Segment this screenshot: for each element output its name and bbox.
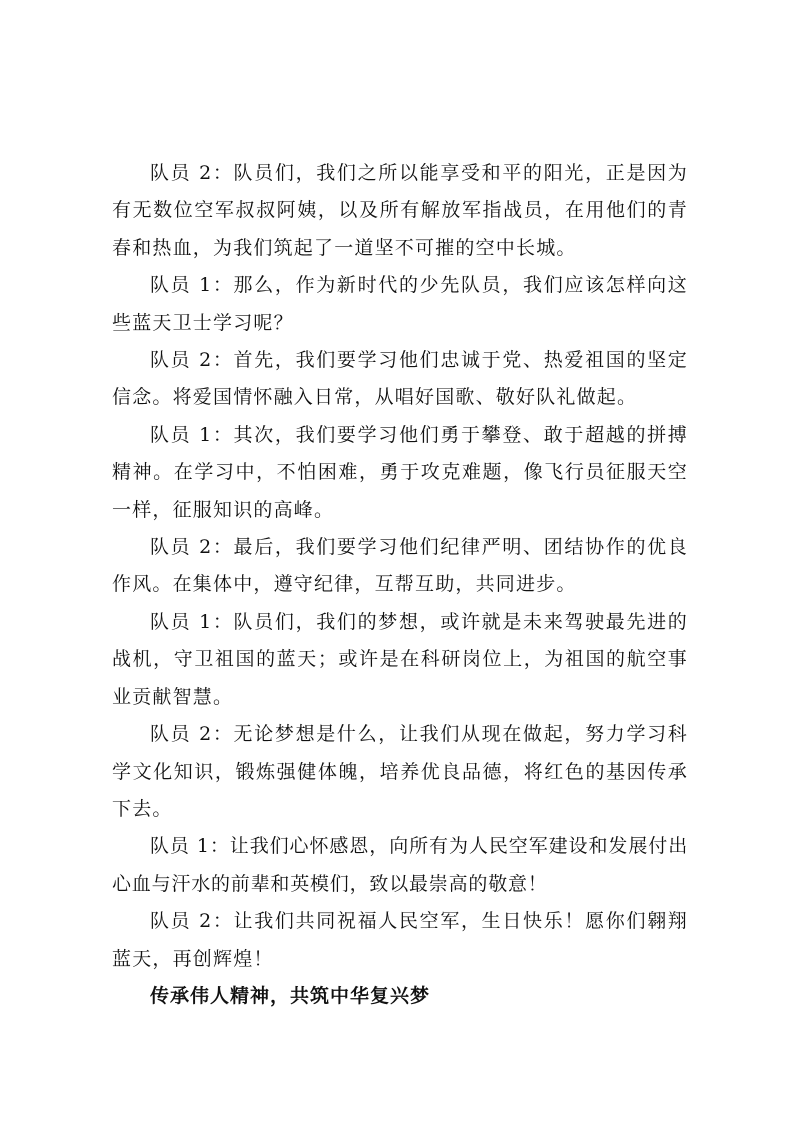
paragraph: 队员 2：最后，我们要学习他们纪律严明、团结协作的优良作风。在集体中，遵守纪律，互帮互助，共同进步。	[112, 536, 688, 596]
paragraph: 队员 2：让我们共同祝福人民空军，生日快乐！愿你们翱翔蓝天，再创辉煌！	[112, 910, 688, 970]
paragraph: 队员 1：让我们心怀感恩，向所有为人民空军建设和发展付出心血与汗水的前辈和英模们，致以最崇高的敬意！	[112, 835, 688, 895]
paragraph: 队员 2：无论梦想是什么，让我们从现在做起，努力学习科学文化知识，锻炼强健体魄，培养优良品德，将红色的基因传承下去。	[112, 723, 688, 820]
section-heading: 传承伟人精神，共筑中华复兴梦	[150, 984, 431, 1007]
paragraph: 队员 1：那么，作为新时代的少先队员，我们应该怎样向这些蓝天卫士学习呢？	[112, 274, 688, 334]
paragraph: 队员 1：队员们，我们的梦想，或许就是未来驾驶最先进的战机，守卫祖国的蓝天；或许是在科研岗位上，为祖国的航空事业贡献智慧。	[112, 610, 688, 708]
paragraph: 队员 1：其次，我们要学习他们勇于攀登、敢于超越的拼搏精神。在学习中，不怕困难，勇于攻克难题，像飞行员征服天空一样，征服知识的高峰。	[112, 423, 688, 521]
document-body	[112, 155, 688, 1015]
paragraph: 队员 2：队员们，我们之所以能享受和平的阳光，正是因为有无数位空军叔叔阿姨，以及所有解放军指战员，在用他们的青春和热血，为我们筑起了一道坚不可摧的空中长城。	[112, 162, 688, 259]
paragraph: 队员 2：首先，我们要学习他们忠诚于党、热爱祖国的坚定信念。将爱国情怀融入日常，从唱好国歌、敬好队礼做起。	[112, 349, 688, 409]
